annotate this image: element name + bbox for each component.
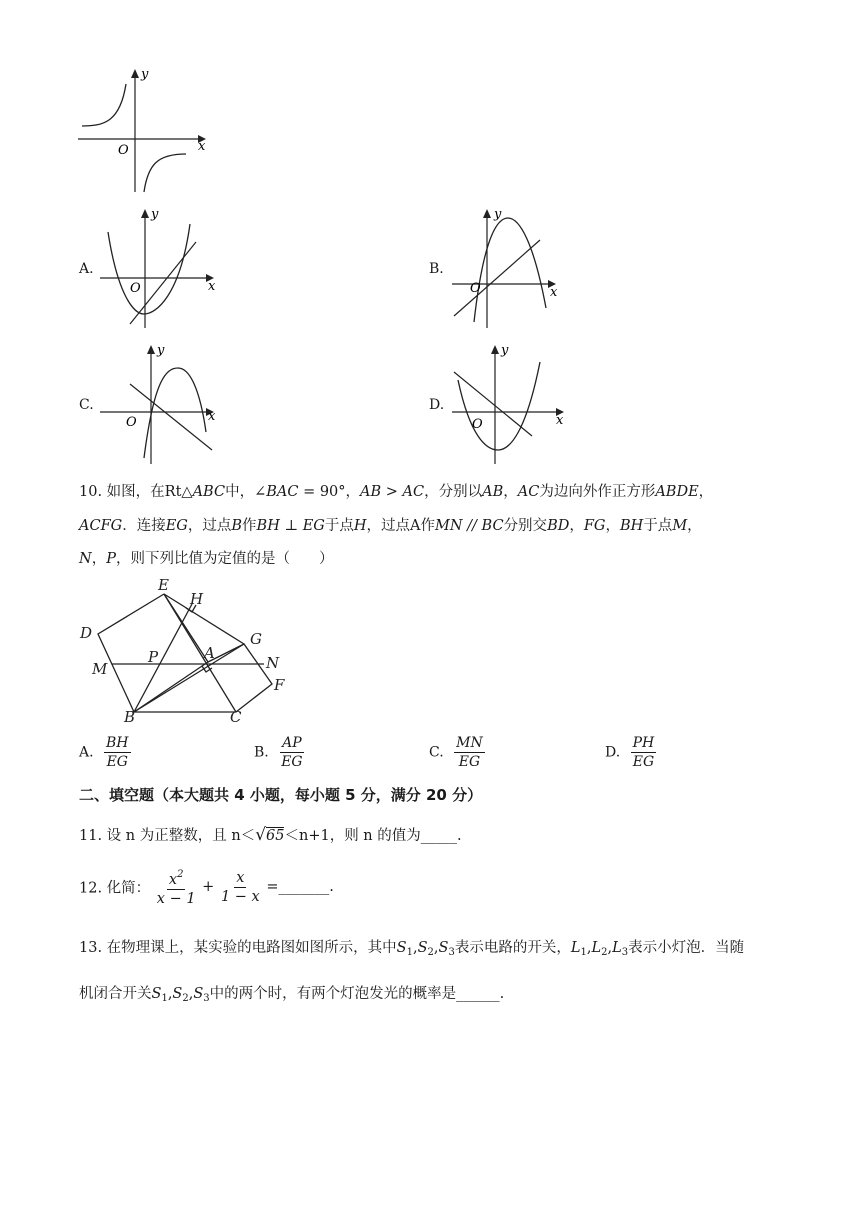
x-axis-label: x (208, 279, 216, 294)
q10-line-3: N，P，则下列比值为定值的是（ ） (79, 551, 334, 567)
q12: 12. 化简： $\frac{x^2}{x - 1}$ + $\frac{x}{1 - x}$ =_______. (79, 866, 334, 908)
x-axis-label: x (198, 139, 206, 154)
origin-label: O (118, 143, 129, 158)
point-c-label: C (230, 708, 242, 726)
origin-label: O (130, 281, 141, 296)
q10-option-d: D. $\frac{PH}{EG}$ (605, 735, 655, 770)
point-h-label: H (190, 590, 204, 608)
origin-label: O (126, 415, 137, 430)
y-axis-label: y (141, 67, 149, 82)
option-a-graph (96, 204, 226, 330)
y-axis-label: y (501, 343, 509, 358)
point-m-label: M (92, 660, 108, 678)
origin-label: O (472, 417, 483, 432)
q13-line-1: 13. 在物理课上，某实验的电路图如图所示，其中$S_1,S_2,S_3$表示电路的开关，$L_1,L_2,L_3$表示小灯泡．当随 (79, 940, 745, 958)
x-axis-label: x (556, 413, 564, 428)
q10-option-a: A. $\frac{BH}{EG}$ (79, 735, 129, 770)
q10-option-c: C. $\frac{MN}{EG}$ (429, 735, 483, 770)
option-d-graph (448, 340, 578, 466)
point-b-label: B (124, 708, 136, 726)
point-g-label: G (250, 630, 262, 648)
point-f-label: F (274, 676, 285, 694)
q10-geometry-figure (76, 574, 306, 726)
reference-graph (74, 64, 224, 196)
point-d-label: D (80, 624, 93, 642)
option-b-label: B. (429, 261, 444, 277)
point-e-label: E (158, 576, 169, 594)
y-axis-label: y (494, 207, 502, 222)
q10-option-b: B. $\frac{AP}{EG}$ (254, 735, 303, 770)
option-b-graph (448, 204, 568, 330)
point-n-label: N (266, 654, 280, 672)
option-c-label: C. (79, 397, 94, 413)
x-axis-label: x (550, 285, 558, 300)
x-axis-label: x (208, 409, 216, 424)
option-c-graph (96, 340, 226, 466)
q13-line-2: 机闭合开关$S_1,S_2,S_3$中的两个时，有两个灯泡发光的概率是______. (79, 986, 505, 1004)
q10-line-1: 10. 如图，在Rt△ABC中，∠BAC = 90°，AB > AC，分别以AB，AC为边向外作正方形ABDE， (79, 484, 714, 500)
q11: 11. 设 n 为正整数，且 n＜√65＜n+1，则 n 的值为_____. (79, 825, 462, 845)
point-a-label: A (204, 644, 215, 662)
option-a-label: A. (79, 261, 94, 277)
origin-label: O (470, 281, 481, 296)
y-axis-label: y (157, 343, 165, 358)
q10-line-2: ACFG．连接EG，过点B作BH ⊥ EG于点H，过点A作MN // BC分别交BD，FG，BH于点M， (79, 518, 702, 534)
option-d-label: D. (429, 397, 445, 413)
point-p-label: P (148, 648, 159, 666)
y-axis-label: y (151, 207, 159, 222)
section-2-title: 二、填空题（本大题共 4 小题，每小题 5 分，满分 20 分） (79, 786, 483, 804)
